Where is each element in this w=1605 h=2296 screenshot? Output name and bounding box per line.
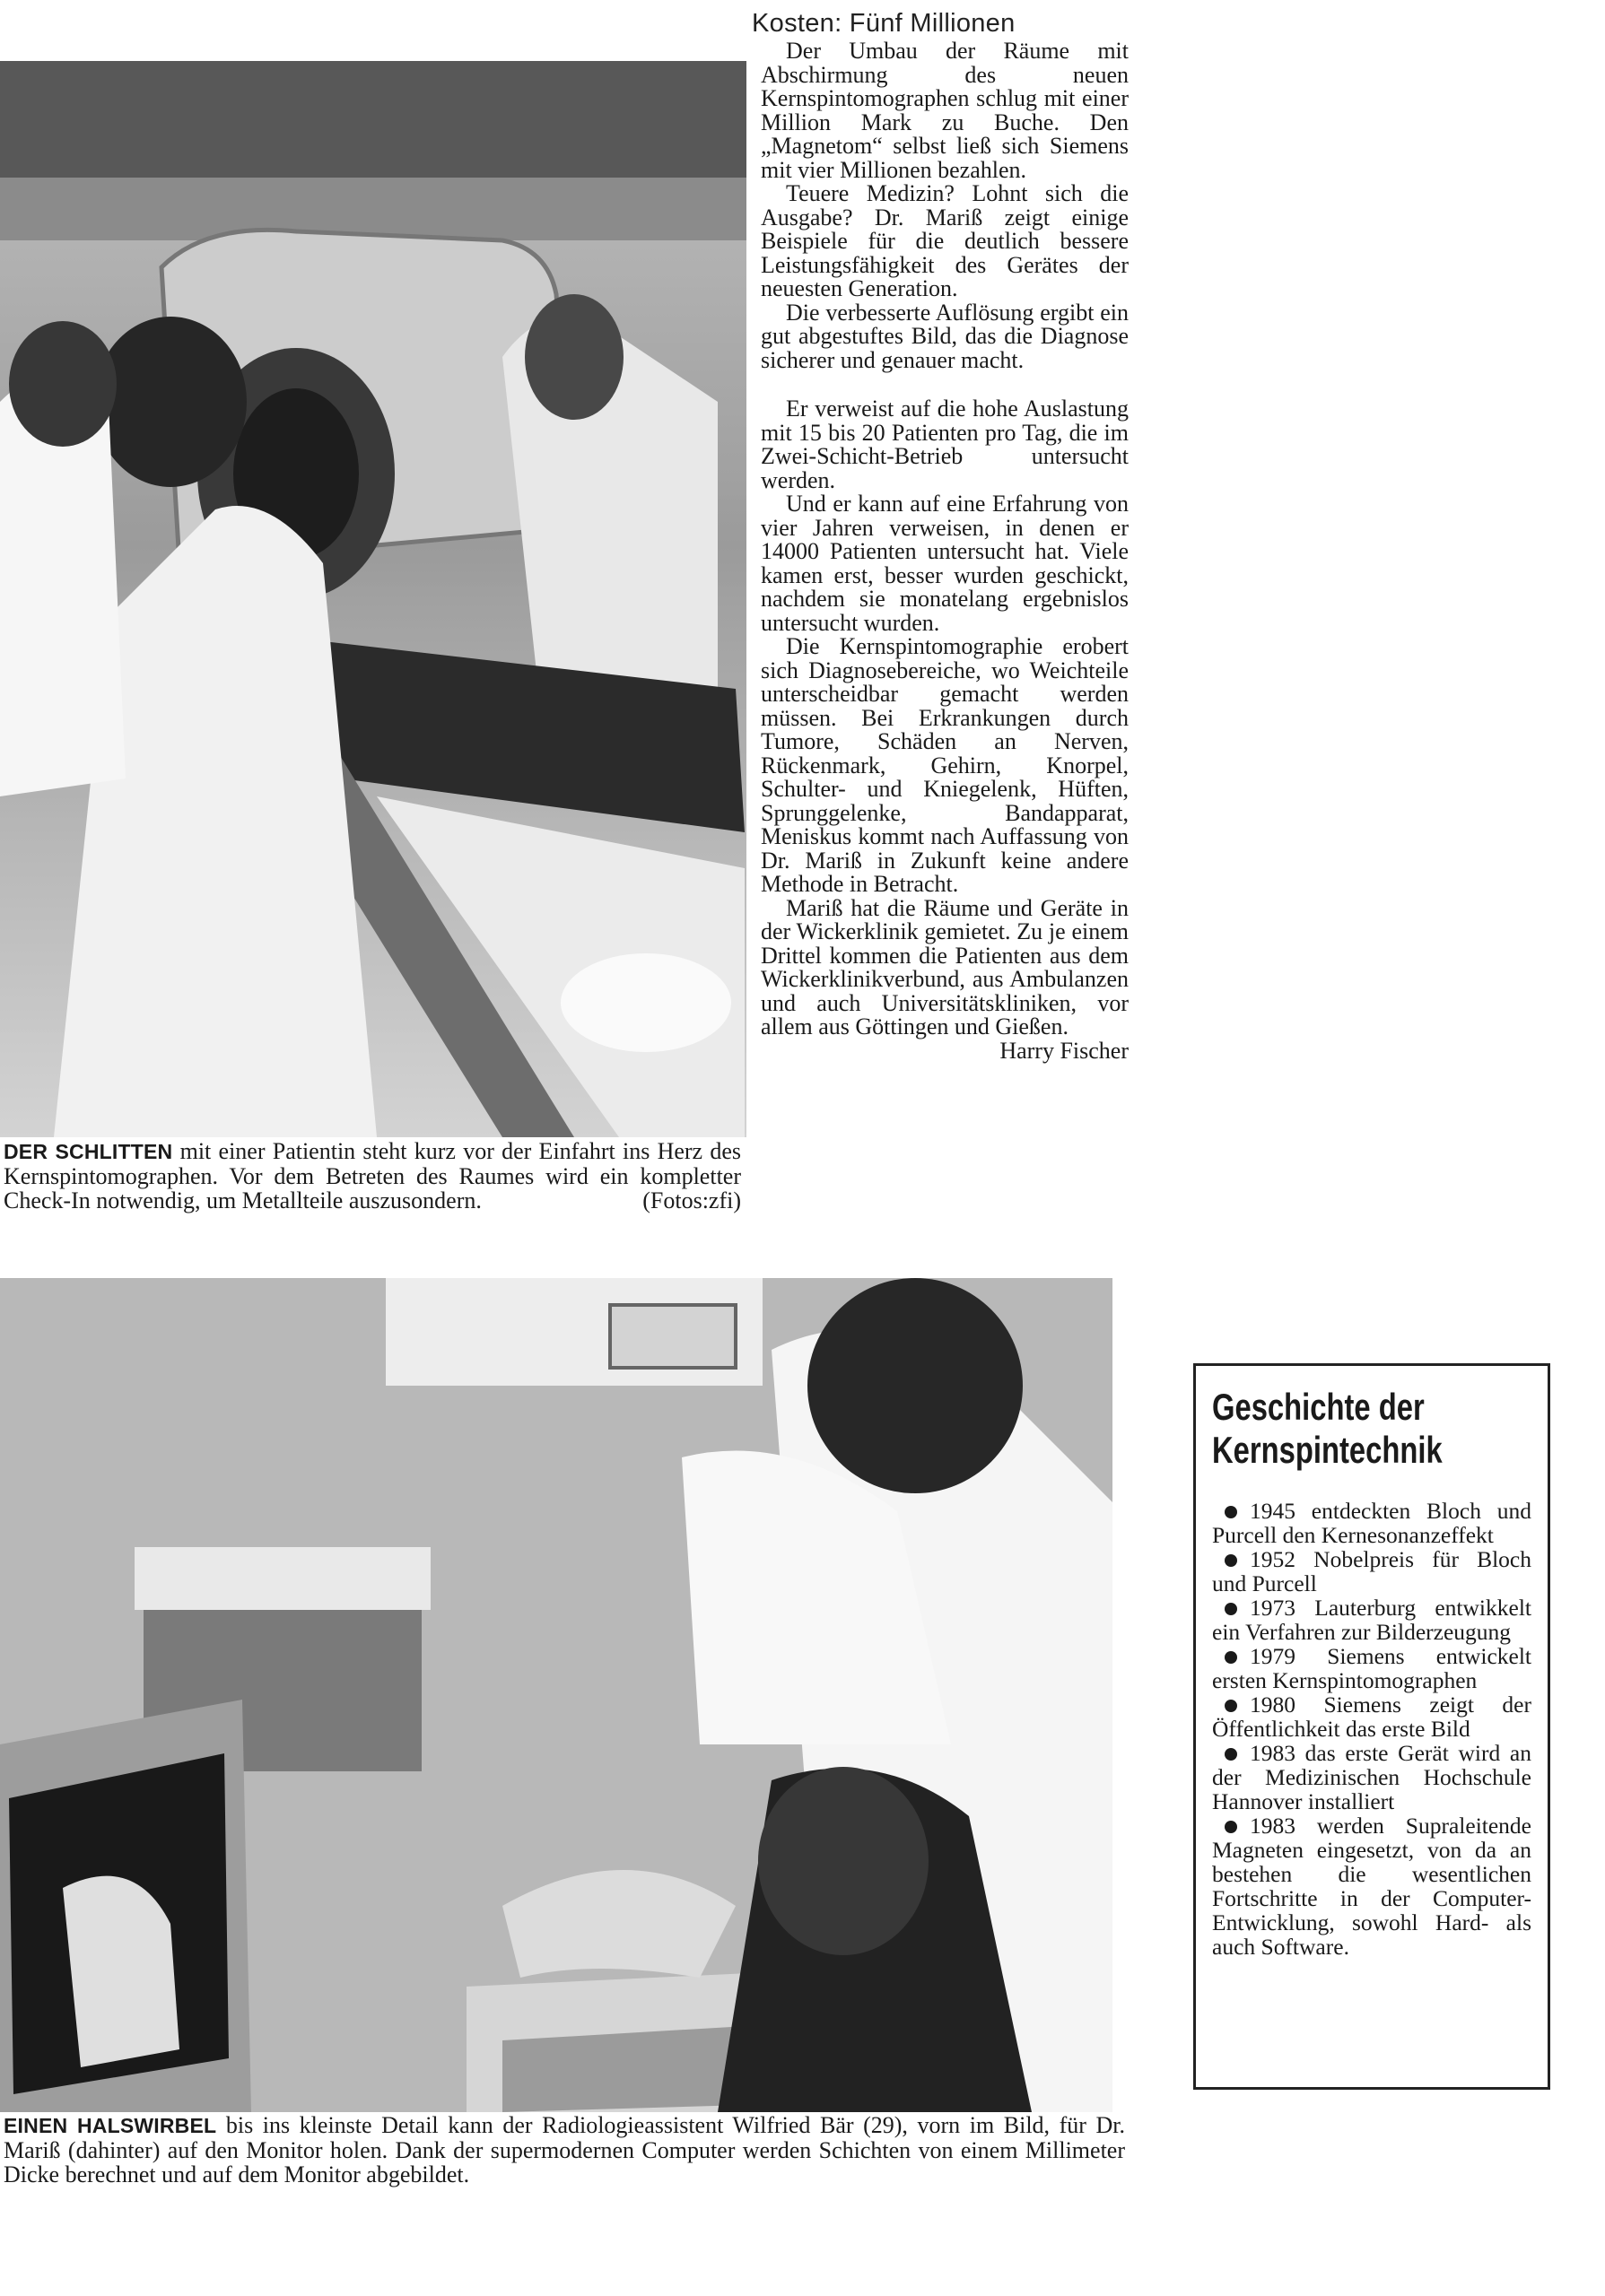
article-paragraph: Die Kernspintomographie erobert sich Diagnosebereiche, wo Weichteile unterscheidbar gemacht werden müssen. Bei Erkrankungen durch Tumore, Schäden an Nerven, Rückenmark, Gehirn, Knorpel, Schulter- und Kniegelenk, Hüften, Sprunggelenke, Bandapparat, Meniskus kommt nach Auffassung von Dr. Mariß in Zukunft keine andere Methode in Betracht. bbox=[761, 633, 1129, 897]
history-item bbox=[1212, 1499, 1531, 1547]
article-column bbox=[761, 39, 1129, 1063]
article-paragraph: Teuere Medizin? Lohnt sich die Ausgabe? Dr. Mariß zeigt einige Beispiele für die deutlich bessere Leistungsfähigkeit des Gerätes der neuesten Generation. bbox=[761, 180, 1129, 301]
history-item-text: 1979 Siemens entwickelt ersten Kernspintomographen bbox=[1212, 1643, 1531, 1693]
history-item bbox=[1212, 1741, 1531, 1813]
article-paragraph: Die verbesserte Auflösung ergibt ein gut abgestuftes Bild, das die Diagnose sicherer und genauer macht. bbox=[761, 299, 1129, 373]
history-list bbox=[1196, 1472, 1548, 1959]
bullet-icon bbox=[1225, 1748, 1237, 1761]
photo-monitor-operators bbox=[0, 1278, 1112, 2112]
photo-mri-patient-sled bbox=[0, 61, 746, 1137]
history-item-text: 1983 werden Supraleitende Magneten eingesetzt, von da an bestehen die wesentlichen Fortschritte in der Computer-Entwicklung, sowohl Hard- als auch Software. bbox=[1212, 1813, 1531, 1960]
bullet-icon bbox=[1225, 1651, 1237, 1664]
history-box bbox=[1193, 1363, 1550, 2090]
history-item bbox=[1212, 1644, 1531, 1692]
history-item bbox=[1212, 1547, 1531, 1596]
history-item-text: 1945 entdeckten Bloch und Purcell den Kernesonanzeffekt bbox=[1212, 1498, 1531, 1548]
bullet-icon bbox=[1225, 1700, 1237, 1712]
photo-mri-scene bbox=[0, 61, 746, 1137]
article-paragraph: Der Umbau der Räume mit Abschirmung des neuen Kernspintomographen schlug mit einer Million Mark zu Buche. Den „Magnetom“ selbst ließ sich Siemens mit vier Millionen bezahlen. bbox=[761, 38, 1129, 183]
history-box-title-line1: Geschichte der bbox=[1212, 1386, 1425, 1428]
history-item-text: 1973 Lauterburg entwikkelt ein Verfahren zur Bilderzeugung bbox=[1212, 1595, 1531, 1645]
caption-top-lead: DER SCHLITTEN bbox=[4, 1140, 173, 1163]
caption-bottom bbox=[4, 2113, 1125, 2187]
bullet-icon bbox=[1225, 1554, 1237, 1567]
history-box-title-line2: Kernspintechnik bbox=[1212, 1429, 1443, 1471]
caption-top bbox=[4, 1139, 741, 1213]
history-item bbox=[1212, 1813, 1531, 1959]
article-heading: Kosten: Fünf Millionen bbox=[752, 9, 1016, 38]
bullet-icon bbox=[1225, 1603, 1237, 1615]
history-item-text: 1980 Siemens zeigt der Öffentlichkeit das erste Bild bbox=[1212, 1692, 1531, 1742]
article-paragraph: Er verweist auf die hohe Auslastung mit 15 bis 20 Patienten pro Tag, die im Zwei-Schicht-Betrieb untersucht werden. bbox=[761, 396, 1129, 493]
caption-bottom-lead: EINEN HALSWIRBEL bbox=[4, 2114, 217, 2137]
bullet-icon bbox=[1225, 1821, 1237, 1833]
history-item-text: 1983 das erste Gerät wird an der Medizinischen Hochschule Hannover installiert bbox=[1212, 1740, 1531, 1814]
article-byline: Harry Fischer bbox=[999, 1037, 1129, 1064]
photo-credit: (Fotos:zfi) bbox=[642, 1187, 741, 1213]
history-item bbox=[1212, 1596, 1531, 1644]
caption-bottom-text: bis ins kleinste Detail kann der Radiologieassistent Wilfried Bär (29), vorn im Bild, für Dr. Mariß (dahinter) auf den Monitor holen. Dank der supermodernen Computer werden Schichten von einem Millimeter Dicke berechnet und auf dem Monitor abgebildet. bbox=[4, 2112, 1126, 2187]
bullet-icon bbox=[1225, 1506, 1237, 1518]
article-paragraph: Mariß hat die Räume und Geräte in der Wickerklinik gemietet. Zu je einem Drittel kommen die Patienten aus dem Wickerklinikverbund, aus Ambulanzen und auch Universitätskliniken, vor allem aus Göttingen und Gießen. bbox=[761, 894, 1129, 1039]
article-paragraph: Und er kann auf eine Erfahrung von vier Jahren verweisen, in denen er 14000 Patienten untersucht hat. Viele kamen erst, besser wurden geschickt, nachdem sie monatelang ergebnislos untersucht wurden. bbox=[761, 491, 1129, 636]
caption-top-text: mit einer Patientin steht kurz vor der Einfahrt ins Herz des Kernspintomographen. Vor dem Betreten des Raumes wird ein kompletter Check-In notwendig, um Metallteile auszusondern. bbox=[4, 1138, 741, 1213]
history-item-text: 1952 Nobelpreis für Bloch und Purcell bbox=[1212, 1546, 1531, 1596]
history-item bbox=[1212, 1692, 1531, 1741]
photo-control-room-scene bbox=[0, 1278, 1112, 2112]
